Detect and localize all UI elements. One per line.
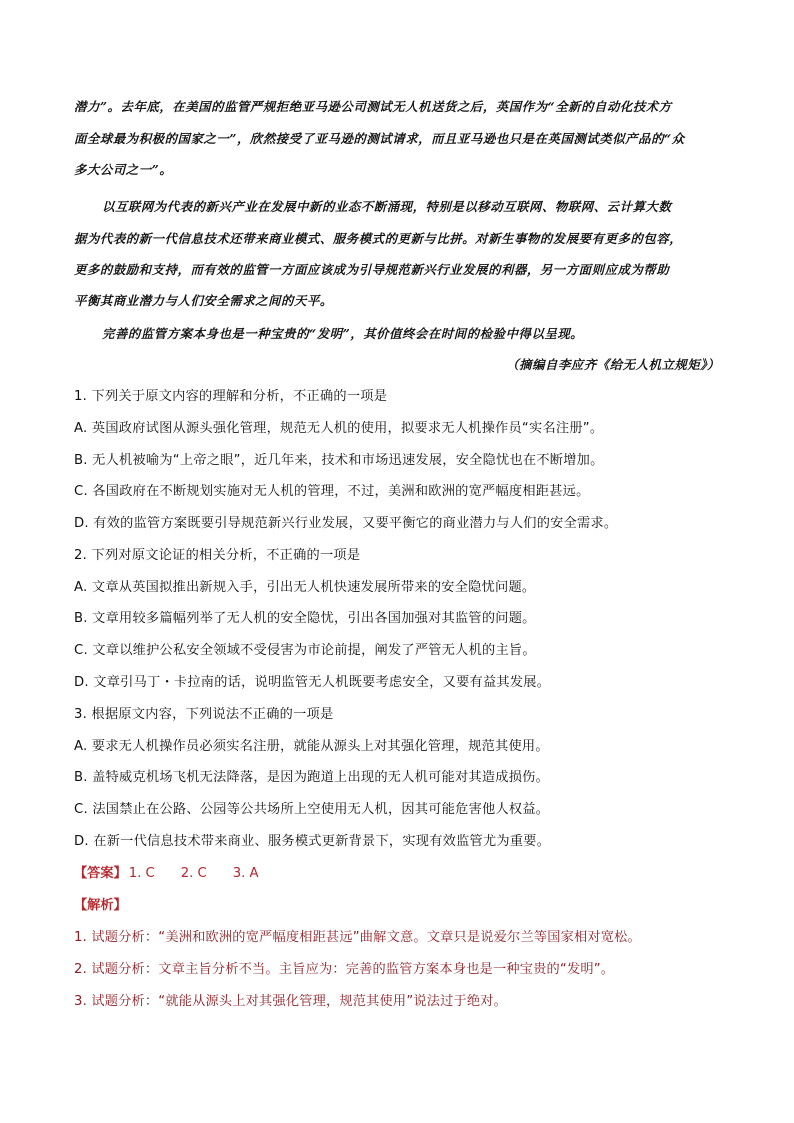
question-option: D. 在新一代信息技术带来商业、服务模式更新背景下，实现有效监管尤为重要。 bbox=[74, 834, 551, 849]
passage-line: 以互联网为代表的新兴产业在发展中新的业态不断涌现，特别是以移动互联网、物联网、云计算大数 bbox=[102, 199, 672, 214]
answer-value: 3. A bbox=[232, 866, 259, 881]
passage-line: 完善的监管方案本身也是一种宝贵的“发明”，其价值终会在时间的检验中得以呈现。 bbox=[102, 326, 584, 341]
question-option: A. 要求无人机操作员必须实名注册，就能从源头上对其强化管理，规范其使用。 bbox=[74, 739, 549, 754]
passage-source: （摘编自李应齐《给无人机立规矩》） bbox=[506, 357, 720, 372]
analysis-title: 【解析】 bbox=[74, 898, 127, 913]
answer-value: 1. C bbox=[128, 866, 155, 881]
question-option: C. 文章以维护公私安全领域不受侵害为市论前提，阐发了严管无人机的主旨。 bbox=[74, 643, 536, 658]
analysis-item: 3. 试题分析：“就能从源头上对其强化管理，规范其使用”说法过于绝对。 bbox=[74, 994, 508, 1009]
question-option: C. 各国政府在不断规划实施对无人机的管理，不过，美洲和欧洲的宽严幅度相距甚远。 bbox=[74, 484, 590, 499]
question-option: D. 有效的监管方案既要引导规范新兴行业发展，又要平衡它的商业潜力与人们的安全需求。 bbox=[74, 516, 618, 531]
question-option: A. 文章从英国拟推出新规入手，引出无人机快速发展所带来的安全隐忧问题。 bbox=[74, 580, 536, 595]
question-option: D. 文章引马丁・卡拉南的话，说明监管无人机既要考虑安全，又要有益其发展。 bbox=[74, 675, 551, 690]
passage-line: 平衡其商业潜力与人们安全需求之间的天平。 bbox=[74, 293, 333, 308]
question-stem: 1. 下列关于原文内容的理解和分析，不正确的一项是 bbox=[74, 389, 388, 404]
question-stem: 2. 下列对原文论证的相关分析，不正确的一项是 bbox=[74, 548, 361, 563]
passage-line: 面全球最为积极的国家之一”，欣然接受了亚马逊的测试请求，而且亚马逊也只是在英国测试类似产品的“众 bbox=[74, 131, 685, 146]
answer-value: 2. C bbox=[180, 866, 207, 881]
answer-values bbox=[129, 866, 285, 881]
passage-line: 更多的鼓励和支持，而有效的监管一方面应该成为引导规范新兴行业发展的利器，另一方面则应成为帮助 bbox=[74, 262, 670, 277]
question-option: A. 英国政府试图从源头强化管理，规范无人机的使用，拟要求无人机操作员“实名注册”。 bbox=[74, 421, 604, 436]
question-option: B. 文章用较多篇幅列举了无人机的安全隐忧，引出各国加强对其监管的问题。 bbox=[74, 611, 536, 626]
answer-line bbox=[74, 864, 722, 884]
analysis-item: 1. 试题分析：“美洲和欧洲的宽严幅度相距甚远”曲解文意。文章只是说爱尔兰等国家相对宽松。 bbox=[74, 930, 641, 945]
question-option: B. 无人机被喻为“上帝之眼”，近几年来，技术和市场迅速发展，安全隐忧也在不断增加。 bbox=[74, 453, 604, 468]
passage-line: 潜力”。去年底，在美国的监管严规拒绝亚马逊公司测试无人机送货之后，英国作为“全新的自动化技术方 bbox=[74, 99, 672, 114]
question-option: B. 盖特威克机场飞机无法降落，是因为跑道上出现的无人机可能对其造成损伤。 bbox=[74, 770, 550, 785]
passage-line: 多大公司之一”。 bbox=[74, 162, 173, 177]
passage-line: 据为代表的新一代信息技术还带来商业模式、服务模式的更新与比拼。对新生事物的发展要有更多的包容， bbox=[74, 231, 683, 246]
question-stem: 3. 根据原文内容，下列说法不正确的一项是 bbox=[74, 707, 334, 722]
question-option: C. 法国禁止在公路、公园等公共场所上空使用无人机，因其可能危害他人权益。 bbox=[74, 802, 550, 817]
answer-label: 【答案】 bbox=[74, 866, 127, 881]
analysis-item: 2. 试题分析：文章主旨分析不当。主旨应为：完善的监管方案本身也是一种宝贵的“发明”。 bbox=[74, 962, 615, 977]
